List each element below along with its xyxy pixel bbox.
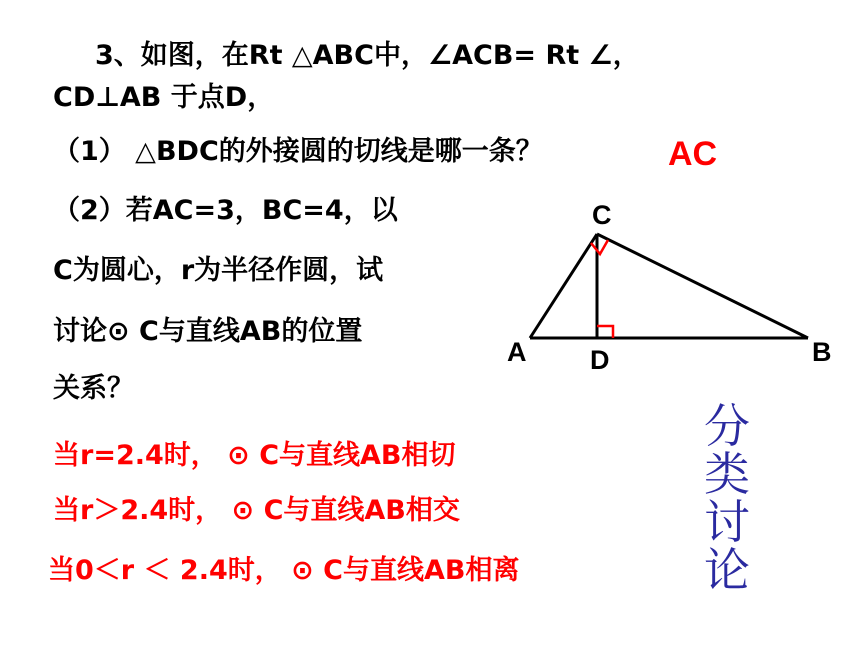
question-1: （1） △BDC的外接圆的切线是哪一条？: [53, 136, 543, 167]
vertex-label-a: A: [507, 337, 527, 367]
question-2-line-1: （2）若AC=3，BC=4，以: [53, 195, 398, 226]
vertex-label-b: B: [812, 337, 832, 367]
side-note: 分类讨论: [704, 399, 750, 597]
side-ac: [530, 234, 597, 338]
question-2-line-3: 讨论⊙ C与直线AB的位置: [53, 316, 363, 347]
question-2-line-2: C为圆心，r为半径作圆，试: [53, 255, 384, 286]
answer-intersect: 当r＞2.4时， ⊙ C与直线AB相交: [53, 495, 460, 526]
point-label-d: D: [590, 345, 610, 375]
vertex-label-c: C: [592, 200, 612, 230]
question-1-answer: AC: [668, 135, 718, 173]
answer-separate: 当0＜r ＜ 2.4时， ⊙ C与直线AB相离: [48, 555, 520, 586]
problem-line-1: 3、如图，在Rt △ABC中，∠ACB= Rt ∠，: [95, 40, 640, 71]
question-2-line-4: 关系？: [53, 373, 134, 404]
right-angle-mark-d: [597, 326, 613, 338]
side-cb: [597, 234, 808, 338]
answer-tangent: 当r=2.4时， ⊙ C与直线AB相切: [53, 440, 456, 471]
problem-line-2: CD⊥AB 于点D，: [53, 82, 275, 113]
